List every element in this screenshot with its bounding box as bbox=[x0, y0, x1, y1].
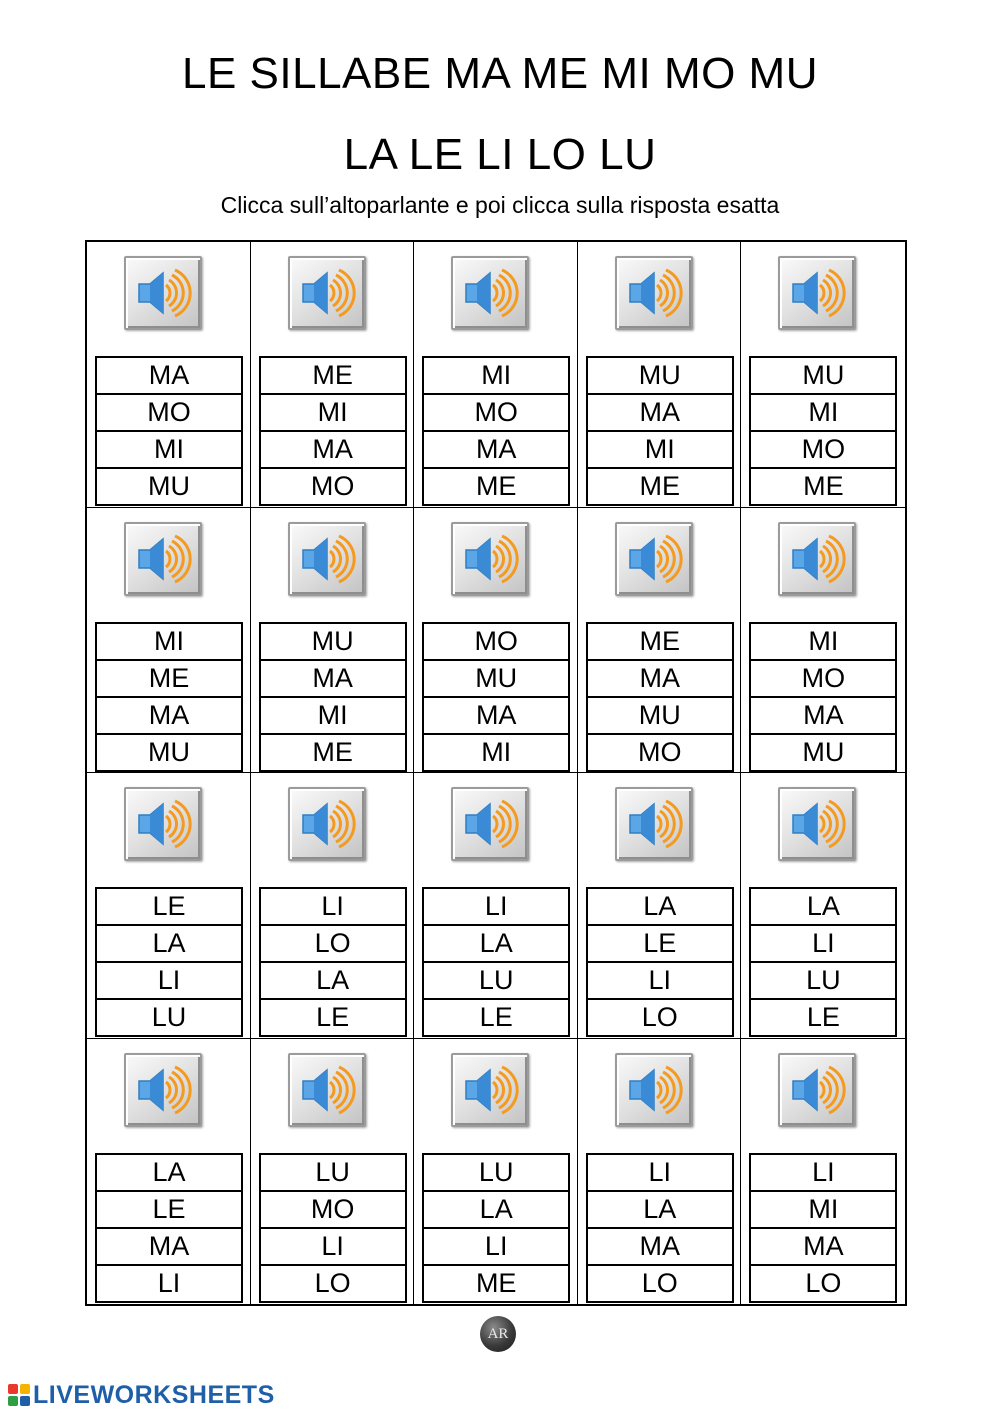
answer-option[interactable]: LA bbox=[588, 1192, 732, 1229]
answer-option[interactable]: MI bbox=[751, 395, 895, 432]
speaker-audio-icon[interactable] bbox=[288, 256, 366, 330]
answer-option[interactable]: MA bbox=[261, 432, 405, 469]
answer-option[interactable]: MO bbox=[751, 432, 895, 469]
answer-option[interactable]: ME bbox=[97, 661, 241, 698]
answer-option[interactable]: LE bbox=[806, 1002, 840, 1032]
answer-options bbox=[259, 622, 407, 772]
answer-option[interactable]: LA bbox=[588, 889, 732, 926]
page-title: LE SILLABE MA ME MI MO MU bbox=[182, 49, 818, 98]
answer-option[interactable]: ME bbox=[475, 471, 517, 501]
liveworksheets-logo[interactable] bbox=[8, 1381, 275, 1409]
answer-option[interactable]: ME bbox=[639, 471, 681, 501]
answer-option[interactable]: MA bbox=[261, 661, 405, 698]
answer-options bbox=[586, 887, 734, 1037]
exercise-cell bbox=[414, 773, 578, 1039]
answer-option[interactable]: MI bbox=[481, 736, 512, 767]
speaker-audio-icon[interactable] bbox=[288, 1053, 366, 1127]
page-subtitle: LA LE LI LO LU bbox=[343, 130, 657, 179]
answer-option[interactable]: MU bbox=[148, 471, 190, 501]
answer-option[interactable]: MI bbox=[97, 624, 241, 661]
speaker-audio-icon[interactable] bbox=[451, 256, 529, 330]
answer-option[interactable]: MA bbox=[424, 432, 568, 469]
speaker-audio-icon[interactable] bbox=[615, 1053, 693, 1127]
speaker-audio-icon[interactable] bbox=[124, 1053, 202, 1127]
answer-option[interactable]: MU bbox=[261, 624, 405, 661]
exercise-cell bbox=[414, 242, 578, 508]
answer-option[interactable]: MA bbox=[97, 698, 241, 735]
answer-option[interactable]: MI bbox=[588, 432, 732, 469]
answer-options bbox=[586, 622, 734, 772]
answer-option[interactable]: LA bbox=[751, 889, 895, 926]
answer-option[interactable]: LE bbox=[97, 889, 241, 926]
answer-options bbox=[422, 356, 570, 506]
answer-option[interactable]: LE bbox=[316, 1002, 350, 1032]
exercise-cell bbox=[251, 773, 415, 1039]
exercise-cell bbox=[251, 242, 415, 508]
answer-option[interactable]: LI bbox=[261, 1229, 405, 1266]
answer-options bbox=[95, 356, 243, 506]
answer-option[interactable]: ME bbox=[312, 736, 353, 767]
answer-options bbox=[259, 1153, 407, 1303]
exercise-cell bbox=[414, 508, 578, 774]
exercise-cell bbox=[578, 1039, 742, 1305]
answer-option[interactable]: MO bbox=[638, 736, 682, 767]
answer-option[interactable]: MA bbox=[588, 1229, 732, 1266]
answer-option[interactable]: ME bbox=[803, 471, 844, 501]
answer-option[interactable]: MU bbox=[802, 736, 845, 767]
answer-option[interactable]: MA bbox=[588, 395, 732, 432]
answer-option[interactable]: MU bbox=[588, 358, 732, 395]
speaker-audio-icon[interactable] bbox=[124, 787, 202, 861]
exercise-cell bbox=[87, 1039, 251, 1305]
answer-option[interactable]: LU bbox=[751, 963, 895, 1000]
speaker-audio-icon[interactable] bbox=[778, 787, 856, 861]
answer-option[interactable]: LA bbox=[97, 926, 241, 963]
answer-options bbox=[586, 356, 734, 506]
answer-option[interactable]: LE bbox=[588, 926, 732, 963]
exercise-cell bbox=[87, 508, 251, 774]
answer-option[interactable]: MO bbox=[424, 395, 568, 432]
answer-option[interactable]: MA bbox=[751, 1229, 895, 1266]
answer-options bbox=[422, 622, 570, 772]
speaker-audio-icon[interactable] bbox=[124, 522, 202, 596]
answer-option[interactable]: LU bbox=[261, 1155, 405, 1192]
speaker-audio-icon[interactable] bbox=[615, 256, 693, 330]
answer-option[interactable]: MI bbox=[424, 358, 568, 395]
answer-option[interactable]: LI bbox=[424, 889, 568, 926]
answer-option[interactable]: LE bbox=[479, 1002, 513, 1032]
answer-options bbox=[95, 622, 243, 772]
answer-option[interactable]: MA bbox=[751, 698, 895, 735]
answer-option[interactable]: ME bbox=[475, 1267, 517, 1298]
speaker-audio-icon[interactable] bbox=[451, 1053, 529, 1127]
answer-option[interactable]: MA bbox=[588, 661, 732, 698]
answer-options bbox=[259, 356, 407, 506]
answer-options bbox=[259, 887, 407, 1037]
answer-option[interactable]: LI bbox=[424, 1229, 568, 1266]
answer-option[interactable]: MA bbox=[424, 698, 568, 735]
exercise-cell bbox=[741, 1039, 905, 1305]
brand-mark-icon bbox=[8, 1384, 30, 1406]
answer-option[interactable]: LI bbox=[588, 1155, 732, 1192]
exercise-cell bbox=[87, 773, 251, 1039]
exercise-cell bbox=[578, 242, 742, 508]
answer-option[interactable]: MI bbox=[261, 698, 405, 735]
answer-option[interactable]: LO bbox=[641, 1002, 678, 1032]
answer-option[interactable]: LA bbox=[424, 1192, 568, 1229]
speaker-audio-icon[interactable] bbox=[288, 522, 366, 596]
answer-option[interactable]: MO bbox=[424, 624, 568, 661]
exercise-grid bbox=[85, 240, 907, 1306]
answer-options bbox=[422, 1153, 570, 1303]
instruction-text: Clicca sull’altoparlante e poi clicca sulla risposta esatta bbox=[220, 192, 780, 218]
answer-options bbox=[749, 622, 897, 772]
answer-option[interactable]: MU bbox=[588, 698, 732, 735]
answer-option[interactable]: LE bbox=[97, 1192, 241, 1229]
author-badge: AR bbox=[480, 1316, 516, 1352]
exercise-cell bbox=[414, 1039, 578, 1305]
exercise-cell bbox=[251, 1039, 415, 1305]
answer-option[interactable]: LO bbox=[641, 1267, 678, 1298]
answer-option[interactable]: LI bbox=[751, 1155, 895, 1192]
answer-option[interactable]: MO bbox=[310, 471, 355, 501]
answer-options bbox=[749, 1153, 897, 1303]
answer-option[interactable]: LI bbox=[157, 1267, 181, 1298]
speaker-audio-icon[interactable] bbox=[615, 522, 693, 596]
answer-option[interactable]: LO bbox=[805, 1267, 842, 1298]
answer-options bbox=[586, 1153, 734, 1303]
exercise-cell bbox=[578, 508, 742, 774]
answer-option[interactable]: LA bbox=[97, 1155, 241, 1192]
answer-option[interactable]: MU bbox=[148, 736, 190, 767]
speaker-audio-icon[interactable] bbox=[615, 787, 693, 861]
answer-option[interactable]: MI bbox=[261, 395, 405, 432]
answer-option[interactable]: LI bbox=[588, 963, 732, 1000]
answer-option[interactable]: MU bbox=[424, 661, 568, 698]
answer-options bbox=[95, 1153, 243, 1303]
answer-option[interactable]: LA bbox=[261, 963, 405, 1000]
answer-option[interactable]: MI bbox=[97, 432, 241, 469]
speaker-audio-icon[interactable] bbox=[778, 256, 856, 330]
exercise-cell bbox=[87, 242, 251, 508]
answer-option[interactable]: LO bbox=[314, 1267, 351, 1298]
answer-option[interactable]: LO bbox=[261, 926, 405, 963]
answer-options bbox=[749, 356, 897, 506]
answer-option[interactable]: MA bbox=[97, 1229, 241, 1266]
answer-option[interactable]: LU bbox=[424, 963, 568, 1000]
answer-option[interactable]: LI bbox=[261, 889, 405, 926]
answer-option[interactable]: LI bbox=[97, 963, 241, 1000]
answer-option[interactable]: MI bbox=[751, 1192, 895, 1229]
speaker-audio-icon[interactable] bbox=[288, 787, 366, 861]
answer-option[interactable]: LA bbox=[424, 926, 568, 963]
exercise-cell bbox=[741, 773, 905, 1039]
answer-option[interactable]: MO bbox=[751, 661, 895, 698]
answer-option[interactable]: ME bbox=[588, 624, 732, 661]
answer-option[interactable]: MO bbox=[261, 1192, 405, 1229]
answer-option[interactable]: MU bbox=[751, 358, 895, 395]
answer-option[interactable]: LI bbox=[751, 926, 895, 963]
brand-name: LIVEWORKSHEETS bbox=[33, 1380, 275, 1409]
exercise-cell bbox=[741, 242, 905, 508]
speaker-audio-icon[interactable] bbox=[124, 256, 202, 330]
answer-option[interactable]: LU bbox=[424, 1155, 568, 1192]
exercise-cell bbox=[251, 508, 415, 774]
answer-options bbox=[749, 887, 897, 1037]
speaker-audio-icon[interactable] bbox=[451, 522, 529, 596]
answer-option[interactable]: MA bbox=[97, 358, 241, 395]
answer-option[interactable]: MO bbox=[97, 395, 241, 432]
exercise-cell bbox=[741, 508, 905, 774]
answer-option[interactable]: ME bbox=[261, 358, 405, 395]
exercise-cell bbox=[578, 773, 742, 1039]
answer-option[interactable]: MI bbox=[751, 624, 895, 661]
answer-options bbox=[95, 887, 243, 1037]
speaker-audio-icon[interactable] bbox=[451, 787, 529, 861]
answer-option[interactable]: LU bbox=[151, 1002, 187, 1032]
speaker-audio-icon[interactable] bbox=[778, 522, 856, 596]
answer-options bbox=[422, 887, 570, 1037]
speaker-audio-icon[interactable] bbox=[778, 1053, 856, 1127]
